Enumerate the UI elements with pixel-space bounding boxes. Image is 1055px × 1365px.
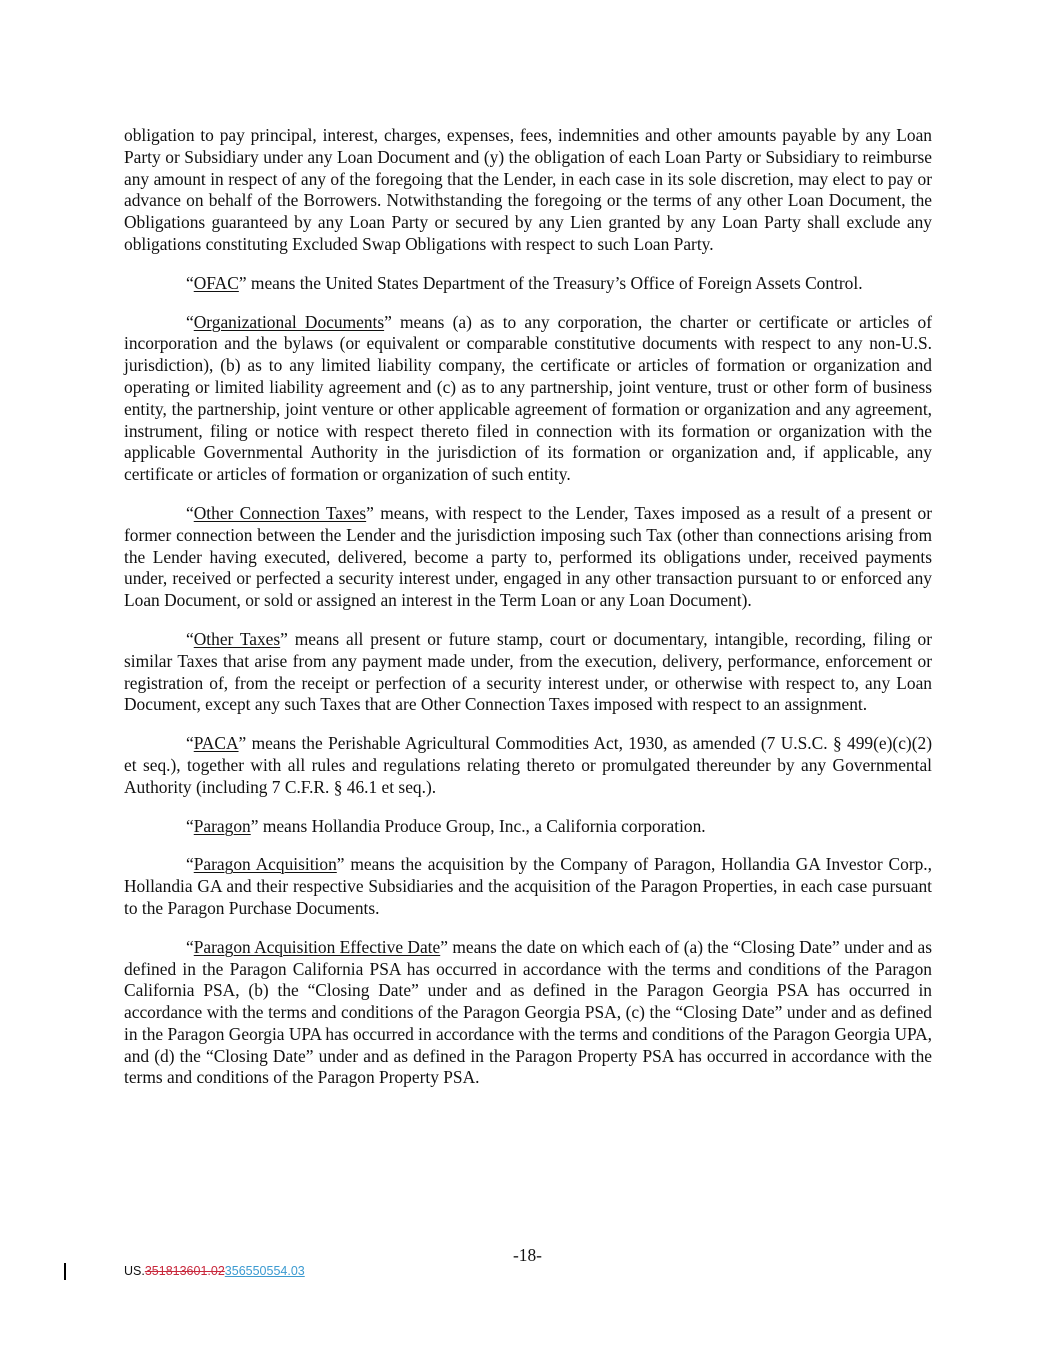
defined-term: Other Taxes <box>193 628 281 649</box>
close-quote: ” <box>238 272 247 293</box>
definition-text: means all present or future stamp, court or documentary, intangible, recording, filing or similar Taxes that arise from any payment made under, from the execution, delivery, performance, enforcement or registration of, from the receipt or perfection of a security interest under, or otherwise with respect to, any Loan Document, except any such Taxes that are Other Connection Taxes imposed with respect to an assignment. <box>124 628 932 715</box>
defined-term: OFAC <box>193 272 239 293</box>
page-number: -18- <box>513 1245 542 1265</box>
definition-paragon-acquisition-effective-date <box>124 937 932 1090</box>
definition-organizational-documents <box>124 312 932 486</box>
definition-text: means the Perishable Agricultural Commodities Act, 1930, as amended (7 U.S.C. § 499(e)(c)(2) et seq.), together with all rules and regulations relating thereto or promulgated thereunder by any Governmental Authority (including 7 C.F.R. § 46.1 et seq.). <box>124 733 932 797</box>
doc-id-prefix: US. <box>124 1264 145 1278</box>
definition-other-taxes <box>124 629 932 716</box>
doc-id-inserted: 356550554.03 <box>224 1264 305 1278</box>
doc-id-deleted: 351813601.02 <box>144 1264 225 1278</box>
close-quote: ” <box>440 936 448 957</box>
defined-term: Paragon Acquisition Effective Date <box>193 936 441 957</box>
definition-text: means Hollandia Produce Group, Inc., a California corporation. <box>258 815 706 836</box>
definition-text: means (a) as to any corporation, the charter or certificate or articles of incorporation and the bylaws (or equivalent or comparable constitutive documents with respect to any non-U.S. jurisdiction), (b) as to any limited liability company, the certificate or articles of formation or organization and operating or limited liability agreement and (c) as to any partnership, joint venture, trust or other form of business entity, the partnership, joint venture or other applicable agreement of formation or organization and any agreement, instrument, filing or notice with respect thereto filed in connection with its formation or organization with the applicable Governmental Authority in the jurisdiction of its formation or organization and, if applicable, any certificate or articles of formation or organization of such entity. <box>124 311 932 485</box>
definition-paragon <box>124 816 932 838</box>
close-quote: ” <box>238 733 247 754</box>
definition-ofac <box>124 273 932 295</box>
close-quote: ” <box>250 815 259 836</box>
defined-term: Organizational Documents <box>193 311 385 332</box>
close-quote: ” <box>366 502 374 523</box>
definition-text: means the United States Department of the Treasury’s Office of Foreign Assets Control. <box>246 272 863 293</box>
open-quote: “ <box>186 311 194 332</box>
close-quote: ” <box>384 311 392 332</box>
document-id <box>124 1264 305 1278</box>
defined-term: PACA <box>193 733 239 754</box>
close-quote: ” <box>280 628 288 649</box>
open-quote: “ <box>186 815 194 836</box>
definition-paragon-acquisition <box>124 854 932 919</box>
defined-term: Paragon <box>193 815 251 836</box>
open-quote: “ <box>186 502 194 523</box>
close-quote: ” <box>336 854 345 875</box>
defined-term: Paragon Acquisition <box>193 854 337 875</box>
definition-paca <box>124 733 932 798</box>
definition-text: means the acquisition by the Company of Paragon, Hollandia GA Investor Corp., Hollandia GA and their respective Subsidiaries and the acquisition of the Paragon Properties, in each case pursuant to the Paragon Purchase Documents. <box>124 854 932 918</box>
open-quote: “ <box>186 272 194 293</box>
defined-term: Other Connection Taxes <box>193 502 367 523</box>
definition-other-connection-taxes <box>124 503 932 612</box>
open-quote: “ <box>186 936 194 957</box>
open-quote: “ <box>186 628 194 649</box>
revision-change-bar <box>64 1263 66 1280</box>
continuation-paragraph: obligation to pay principal, interest, charges, expenses, fees, indemnities and other amounts payable by any Loan Party or Subsidiary under any Loan Document and (y) the obligation of each Loan Party or Subsidiary to reimburse any amount in respect of any of the foregoing that the Lender, in each case in its sole discretion, may elect to pay or advance on behalf of the Borrowers. Notwithstanding the foregoing or the terms of any other Loan Document, the Obligations guaranteed by any Loan Party or secured by any Lien granted by any Loan Party shall exclude any obligations constituting Excluded Swap Obligations with respect to such Loan Party. <box>124 125 932 254</box>
open-quote: “ <box>186 733 194 754</box>
definition-text: means, with respect to the Lender, Taxes imposed as a result of a present or former connection between the Lender and the jurisdiction imposing such Tax (other than connections arising from the Lender having executed, delivered, become a party to, performed its obligations under, received payments under, received or perfected a security interest under, engaged in any other transaction pursuant to or enforced any Loan Document, or sold or assigned an interest in the Term Loan or any Loan Document). <box>124 502 932 611</box>
open-quote: “ <box>186 854 194 875</box>
document-body <box>124 125 932 1106</box>
definition-text: means the date on which each of (a) the “Closing Date” under and as defined in the Paragon California PSA has occurred in accordance with the terms and conditions of the Paragon California PSA, (b) the “Closing Date” under and as defined in the Paragon Georgia PSA has occurred in accordance with the terms and conditions of the Paragon Georgia PSA, (c) the “Closing Date” under and as defined in the Paragon Georgia UPA has occurred in accordance with the terms and conditions of the Paragon Georgia UPA, and (d) the “Closing Date” under and as defined in the Paragon Property PSA has occurred in accordance with the terms and conditions of the Paragon Property PSA. <box>124 936 932 1088</box>
